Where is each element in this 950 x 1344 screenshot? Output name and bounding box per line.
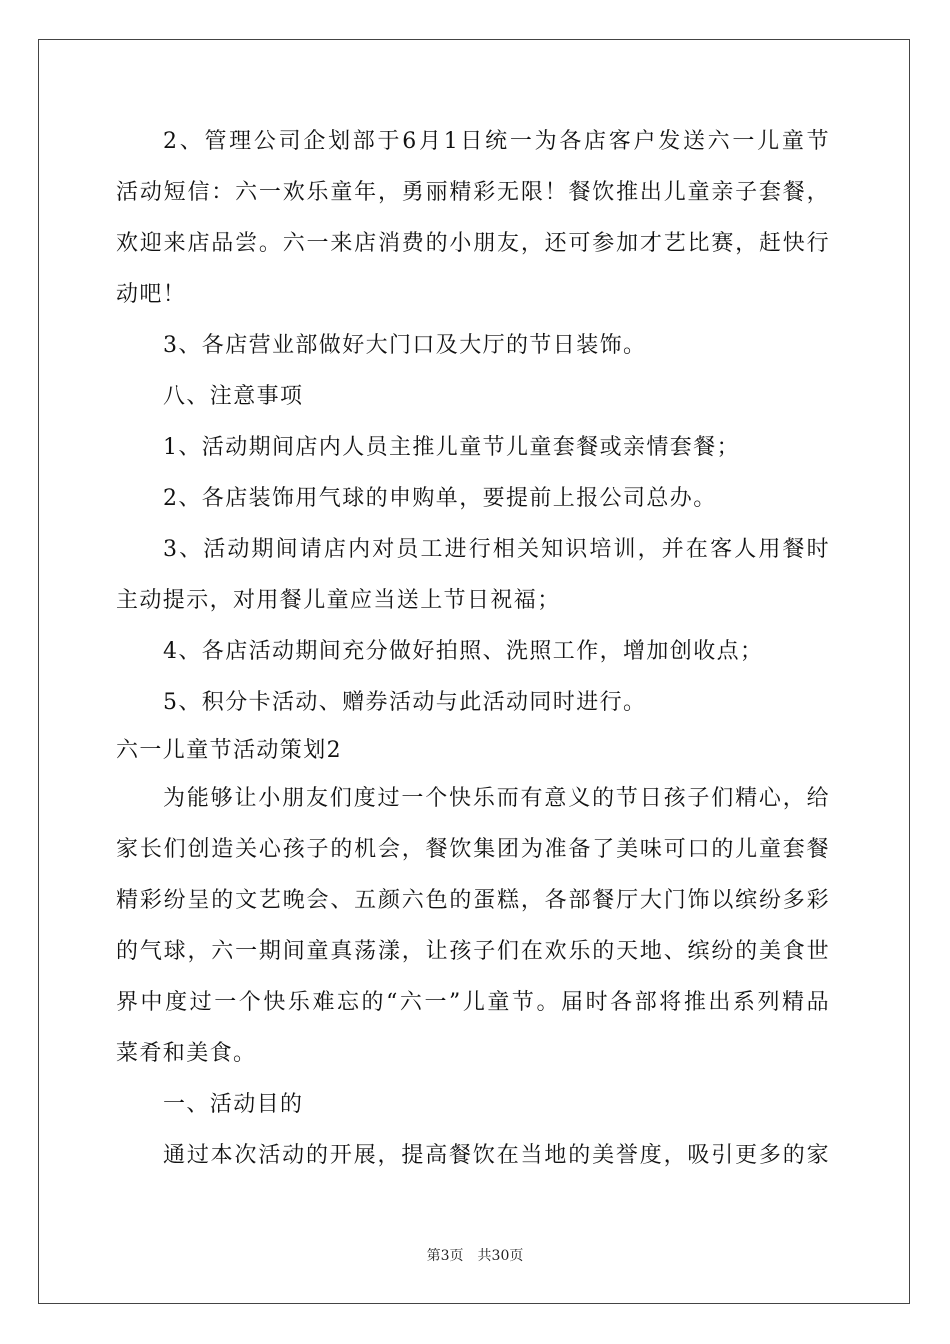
paragraph-line: 1、活动期间店内人员主推儿童节儿童套餐或亲情套餐； — [163, 435, 740, 460]
document-title: 六一儿童节活动策划2 — [116, 738, 342, 763]
paragraph-line: 精彩纷呈的文艺晚会、五颜六色的蛋糕，各部餐厅大门饰以缤纷多彩 — [116, 888, 830, 913]
paragraph-line: 主动提示，对用餐儿童应当送上节日祝福； — [116, 588, 561, 613]
paragraph-line: 为能够让小朋友们度过一个快乐而有意义的节日孩子们精心，给 — [163, 786, 830, 811]
paragraph-line: 4、各店活动期间充分做好拍照、洗照工作，增加创收点； — [163, 639, 764, 664]
paragraph-line: 2、各店装饰用气球的申购单，要提前上报公司总办。 — [163, 486, 717, 511]
paragraph-line: 界中度过一个快乐难忘的“六一”儿童节。届时各部将推出系列精品 — [116, 990, 830, 1015]
paragraph-line: 的气球，六一期间童真荡漾，让孩子们在欢乐的天地、缤纷的美食世 — [116, 939, 830, 964]
paragraph-line: 通过本次活动的开展，提高餐饮在当地的美誉度，吸引更多的家 — [163, 1143, 830, 1168]
paragraph-line: 活动短信：六一欢乐童年，勇丽精彩无限！餐饮推出儿童亲子套餐， — [116, 180, 830, 205]
section-heading: 一、活动目的 — [163, 1092, 304, 1117]
paragraph-line: 5、积分卡活动、赠券活动与此活动同时进行。 — [163, 690, 647, 715]
paragraph-line: 3、活动期间请店内对员工进行相关知识培训，并在客人用餐时 — [163, 537, 830, 562]
paragraph-line: 3、各店营业部做好大门口及大厅的节日装饰。 — [163, 333, 647, 358]
paragraph-line: 动吧！ — [116, 282, 187, 307]
section-heading: 八、注意事项 — [163, 384, 304, 409]
paragraph-line: 家长们创造关心孩子的机会，餐饮集团为准备了美味可口的儿童套餐 — [116, 837, 830, 862]
paragraph-line: 菜肴和美食。 — [116, 1041, 257, 1066]
page-number-footer: 第3页 共30页 — [426, 1248, 524, 1264]
paragraph-line: 2、管理公司企划部于6月1日统一为各店客户发送六一儿童节 — [163, 129, 830, 154]
paragraph-line: 欢迎来店品尝。六一来店消费的小朋友，还可参加才艺比赛，赶快行 — [116, 231, 830, 256]
